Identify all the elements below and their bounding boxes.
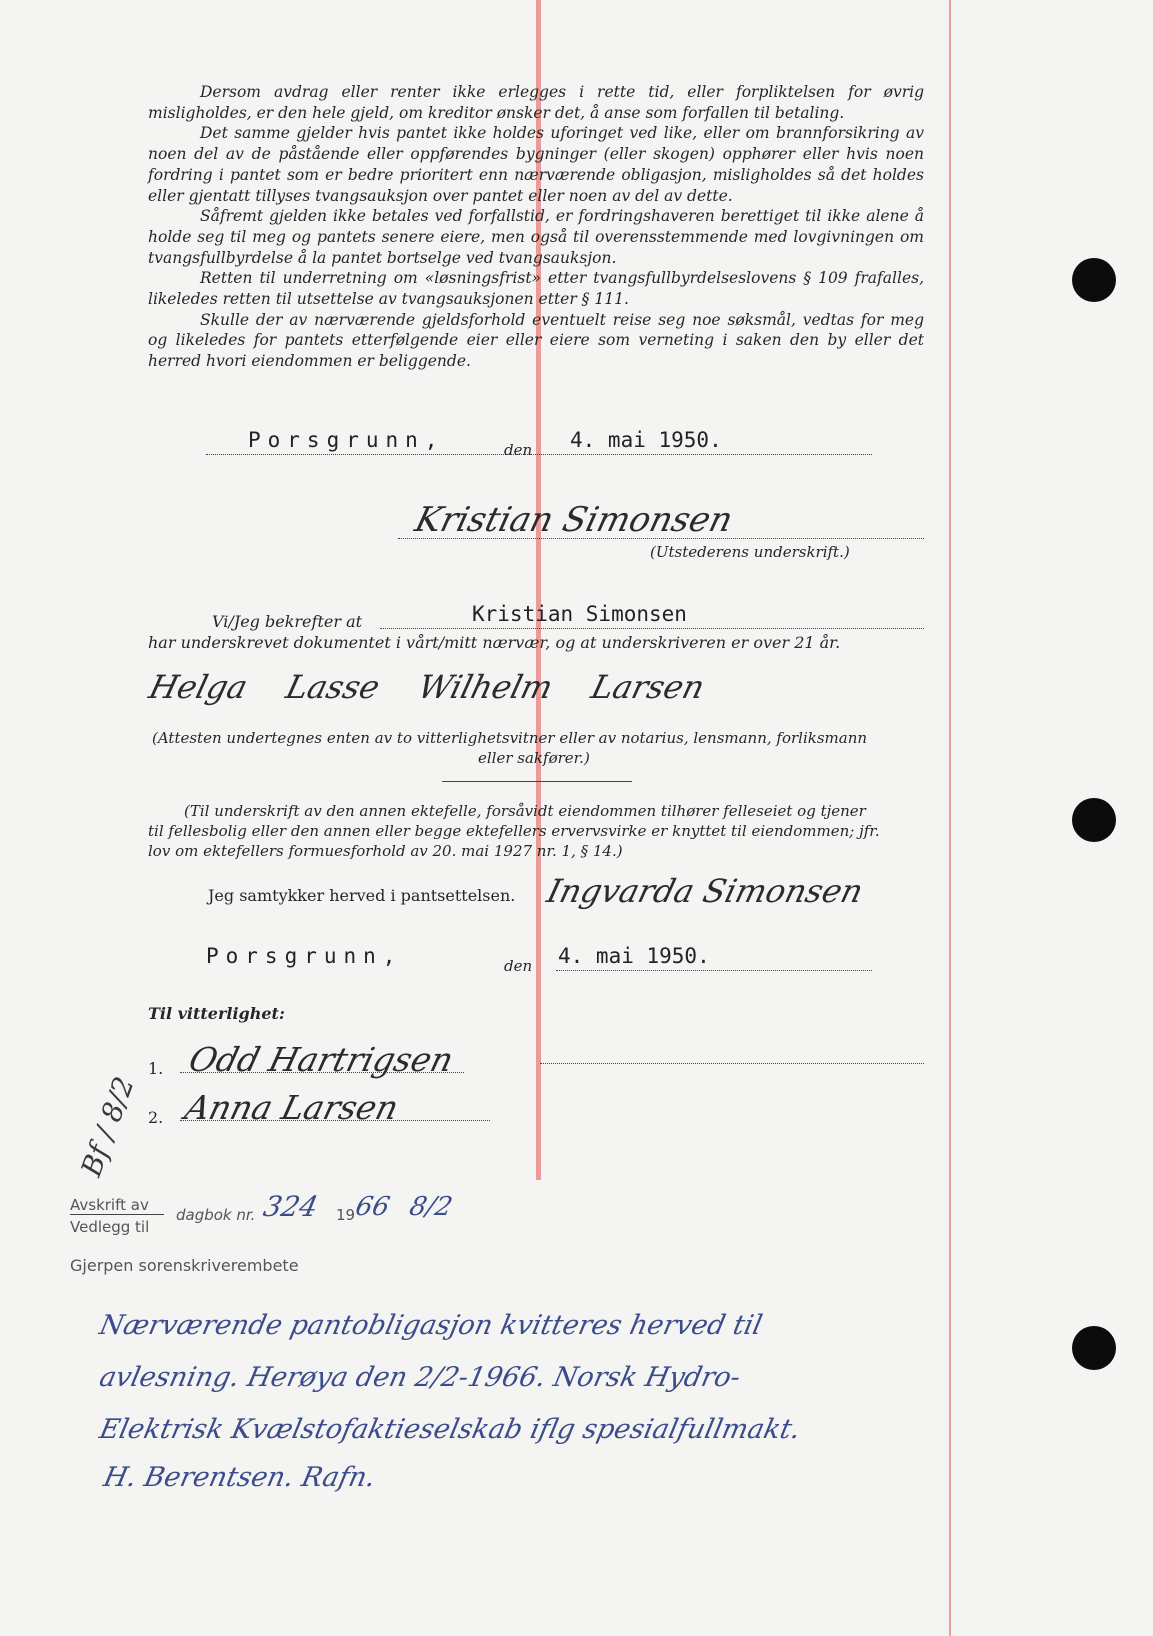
witness-signature-2: Anna Larsen: [181, 1088, 403, 1127]
stamp-office: Gjerpen sorenskriverembete: [70, 1256, 299, 1275]
witness-heading: Til vitterlighet:: [148, 1004, 285, 1023]
spouse-note-1: (Til underskrift av den annen ektefelle, forsåvidt eiendommen tilhører felleseiet og tjener: [184, 802, 866, 820]
cancellation-line-4: H. Berentsen. Rafn.: [100, 1462, 379, 1493]
issuer-signature-line: [398, 538, 924, 539]
attestation-statement: har underskrevet dokumentet i vårt/mitt nærvær, og at underskriveren er over 21 år.: [148, 633, 841, 652]
place-2: Porsgrunn,: [206, 944, 403, 968]
terms-paragraph: Skulle der av nærværende gjeldsforhold eventuelt reise seg noe søksmål, vedtas for meg og likeledes for pantets etterfølgende eier eller eiere som verneting i saken den by eller det herred hvori eiendommen er beliggende.: [148, 310, 924, 371]
witness-signature-1: Odd Hartrigsen: [185, 1040, 458, 1079]
stamp-year-suffix: 66: [352, 1192, 393, 1222]
attestation-lead: Vi/Jeg bekrefter at: [212, 612, 363, 631]
den-label-2: den: [504, 957, 533, 975]
place-1: Porsgrunn,: [248, 428, 445, 452]
terms-block: [148, 82, 924, 372]
spouse-note-3: lov om ektefellers formuesforhold av 20. mai 1927 nr. 1, § 14.): [148, 842, 623, 860]
witness-number-1: 1.: [148, 1059, 164, 1078]
attested-name: Kristian Simonsen: [472, 602, 687, 626]
cancellation-line-3: Elektrisk Kvælstofaktieselskab iflg spesialfullmakt.: [96, 1414, 804, 1445]
separator-line: [442, 781, 632, 782]
punch-hole-middle: [1072, 798, 1116, 842]
cancellation-line-2: avlesning. Herøya den 2/2-1966. Norsk Hydro-: [96, 1362, 744, 1393]
cancellation-line-1: Nærværende pantobligasjon kvitteres herved til: [96, 1310, 765, 1341]
attestation-note-1: (Attesten undertegnes enten av to vitterlighetsvitner eller av notarius, lensmann, forliksmann: [152, 729, 868, 747]
witness-line-1: [180, 1072, 464, 1073]
witness-signatures: Helga Lasse Wilhelm Larsen: [145, 668, 709, 706]
attested-name-line: [380, 628, 924, 629]
date-2: 4. mai 1950.: [558, 944, 710, 968]
stamp-date: 8/2: [406, 1192, 456, 1222]
stamp-year-prefix: 19: [336, 1206, 356, 1224]
stamp-dagbok-label: dagbok nr.: [176, 1206, 256, 1224]
issuer-signature: Kristian Simonsen: [411, 500, 737, 540]
margin-line-right: [949, 0, 951, 1636]
stamp-rule: [70, 1214, 164, 1215]
margin-initials: Bf / 8/2: [74, 1072, 141, 1181]
witness-line-right: [540, 1063, 924, 1064]
consent-signature: Ingvarda Simonsen: [543, 872, 868, 910]
terms-paragraph: Dersom avdrag eller renter ikke erlegges i rette tid, eller forpliktelsen for øvrig misligholdes, er den hele gjeld, om kreditor ønsker det, å anse som forfallen til betaling.: [148, 83, 924, 122]
date-1: 4. mai 1950.: [570, 428, 722, 452]
terms-paragraph: Retten til underretning om «løsningsfrist» etter tvangsfullbyrdelseslovens § 109 frafalles, likeledes retten til utsettelse av tvangsauksjonen etter § 111.: [148, 269, 924, 309]
den-label-1: den: [504, 441, 533, 459]
punch-hole-bottom: [1072, 1326, 1116, 1370]
place-date-line-2: [556, 970, 872, 971]
stamp-avskrift: Avskrift av: [70, 1196, 149, 1214]
spouse-note-2: til fellesbolig eller den annen eller begge ektefellers ervervsvirke er knyttet til eiendommen; jfr.: [148, 822, 880, 840]
place-date-line-1: [206, 454, 872, 455]
terms-paragraph: Det samme gjelder hvis pantet ikke holdes uforinget ved like, eller om brannforsikring av noen del av de påstående eller oppførendes bygninger (eller skogen) opphører eller hvis noen fordring i pantet som er bedre prioritert enn nærværende obligasjon, misligholdes så det holdes eller gjentatt tillyses tvangsauksjon over pantet eller noen av del av dette.: [148, 124, 924, 205]
stamp-dagbok-number: 324: [260, 1190, 321, 1223]
consent-label: Jeg samtykker herved i pantsettelsen.: [208, 886, 516, 905]
punch-hole-top: [1072, 258, 1116, 302]
attestation-note-2: eller sakfører.): [478, 749, 590, 767]
witness-number-2: 2.: [148, 1108, 164, 1127]
witness-line-2: [180, 1120, 490, 1121]
terms-paragraph: Såfremt gjelden ikke betales ved forfallstid, er fordringshaveren berettiget til ikke alene å holde seg til meg og pantets senere eiere, men også til overensstemmende med lovgivningen om tvangsfullbyrdelse å la pantet bortselge ved tvangsauksjon.: [148, 207, 924, 267]
stamp-vedlegg: Vedlegg til: [70, 1218, 150, 1236]
issuer-caption: (Utstederens underskrift.): [650, 543, 850, 561]
